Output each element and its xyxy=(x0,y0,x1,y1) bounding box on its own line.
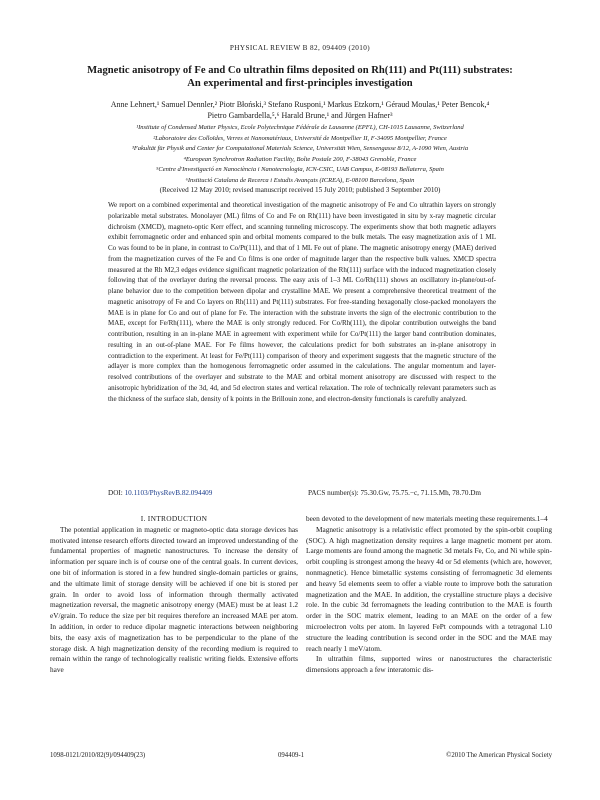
affiliation-6: ⁶Institució Catalana de Recerca i Estudis Avançats (ICREA), E-08100 Barcelona, Spain xyxy=(185,176,415,184)
paper-title xyxy=(52,64,548,90)
doi-pacs-line xyxy=(108,489,498,497)
doi-label: DOI: xyxy=(108,489,123,497)
author-line-2: Pietro Gambardella,⁵,⁶ Harald Brune,¹ and Jürgen Hafner³ xyxy=(207,111,393,120)
title-line-1: Magnetic anisotropy of Fe and Co ultrathin films deposited on Rh(111) and Pt(111) substrates: xyxy=(87,65,513,76)
title-line-2: An experimental and first-principles investigation xyxy=(187,78,413,89)
affiliation-1: ¹Institute of Condensed Matter Physics, Ecole Polytechnique Fédérale de Lausanne (EPFL), CH-1015 Lausanne, Switzerland xyxy=(136,124,464,131)
affiliation-5: ⁵Centre d'Investigació en Nanociència i Nanotecnologia, ICN-CSIC, UAB Campus, E-08193 Bellaterra, Spain xyxy=(156,166,444,173)
paragraph: In ultrathin films, supported wires or nanostructures the characteristic dimensions approach a few interatomic dis- xyxy=(306,654,552,675)
abstract: We report on a combined experimental and theoretical investigation of the magnetic anisotropy of Fe and Co ultrathin layers on strongly polarizable metal substrates. Monolayer (ML) films of Co and Fe on Rh(111) have been investigated in situ by x-ray magnetic circular dichroism (XMCD), magneto-optic Kerr effect, and scanning tunneling microscopy. The experiments show that both magnetic adlayers exhibit ferromagnetic order and enhanced spin and orbital moments compared to the bulk metals. The easy magnetization axis of 1 ML Co was found to be in plane, in contrast to Co/Pt(111), and that of 1 ML Fe out of plane. The magnetic anisotropy energy (MAE) derived from the magnetization curves of the Fe and Co films is one order of magnitude larger than the respective bulk values. XMCD spectra measured at the Rh M2,3 edges evidence significant magnetic polarization of the Rh(111) surface with the induced magnetization closely following that of the overlayer during the reversal process. The easy axis of 1–3 ML Co/Rh(111) shows an oscillatory in-plane/out-of-plane behavior due to the competition between dipolar and crystalline MAE. We present a comprehensive theoretical treatment of the magnetic anisotropy of Fe and Co layers on Rh(111) and Pt(111) substrates. For free-standing hexagonally close-packed monolayers the MAE is in plane for Co and out of plane for Fe. The interaction with the substrate inverts the sign of the electronic contribution to the MAE, except for Fe/Rh(111), where the MAE is only strongly reduced. For Co/Rh(111), the dipolar contribution outweighs the band contribution, resulting in an in-plane MAE in agreement with experiment while for Co/Pt(111) the larger band contribution dominates, resulting in an out-of-plane MAE. For Fe films however, the calculations predict for both substrates an in-plane anisotropy in contradiction to the experiment. At least for Fe/Pt(111) comparison of theory and experiment suggests that the magnetic structure of the adlayer is more complex than the homogenous ferromagnetic order assumed in the calculations. The angular momentum and layer-resolved contributions of the overlayer and substrate to the MAE and orbital moment anisotropy are discussed with respect to the anisotropic hybridization of the 3d, 4d, and 5d electron states and vertical relaxation. The role of technically relevant parameters such as the thickness of the surface slab, density of k points in the Brillouin zone, and electron-density functionals is carefully analyzed. xyxy=(108,201,496,403)
copyright: ©2010 The American Physical Society xyxy=(446,752,552,759)
body-column-left xyxy=(50,514,298,676)
page-number: 094409-1 xyxy=(278,752,305,759)
paragraph: Magnetic anisotropy is a relativistic effect promoted by the spin-orbit coupling (SOC). A high magnetization density requires a large magnetic moment per atom. Large moments are found among the magnetic 3d metals Fe, Co, and Ni while spin-orbit coupling is strongest among the heavy 4d or 5d elements (which are, however, nonmagnetic). Hence bimetallic systems consisting of ferromagnetic 3d elements and heavy 5d elements seem to offer a viable route to improve both the saturation magnetization and the MAE. In addition, the crystalline structure plays a decisive role. In the cubic 3d ferromagnets the leading contribution to the MAE is fourth order in the SOC matrix element, leading to an MAE on the order of a few microelectron volts per atom. In layered FePt compounds with a tetragonal L10 structure the leading contribution is second order in the SOC and the MAE may reach nearly 1 meV/atom. xyxy=(306,524,552,653)
author-line-1: Anne Lehnert,¹ Samuel Dennler,² Piotr Błoński,³ Stefano Rusponi,¹ Markus Etzkorn,¹ Géraud Moulas,¹ Peter Bencok,⁴ xyxy=(110,100,490,109)
footer-code: 1098-0121/2010/82(9)/094409(23) xyxy=(50,752,146,759)
affiliation-list xyxy=(36,123,564,186)
doi-link[interactable]: 10.1103/PhysRevB.82.094409 xyxy=(124,489,213,497)
pacs-numbers: PACS number(s): 75.30.Gw, 75.75.−c, 71.15.Mh, 78.70.Dm xyxy=(308,489,482,497)
affiliation-4: ⁴European Synchrotron Radiation Facility, Boîte Postale 200, F-38043 Grenoble, France xyxy=(183,155,417,163)
running-head: PHYSICAL REVIEW B 82, 094409 (2010) xyxy=(229,44,371,52)
section-heading: I. INTRODUCTION xyxy=(140,514,208,523)
affiliation-2: ²Laboratoire des Colloïdes, Verres et Nanomatériaux, Université de Montpellier II, F-34095 Montpellier, France xyxy=(153,134,447,142)
author-list xyxy=(58,99,542,121)
affiliation-3: ³Fakultät für Physik and Center for Computational Materials Science, Universität Wien, Sensengasse 8/12, A-1090 Wien, Austria xyxy=(131,145,469,152)
paragraph: The potential application in magnetic or magneto-optic data storage devices has motivated intense research efforts directed toward an improved understanding of the fundamental properties of magnetic nanostructures. To increase the density of information per square inch is of course one of the central goals. In current devices, one bit of information is stored in a few hundred single-domain particles or grains, and the ultimate limit of storage density will be achieved if one bit is stored per grain. In order to avoid loss of information through thermally activated magnetization reversal, the magnetic anisotropy energy (MAE) must be at least 1.2 eV/grain. To reduce the size per bit requires therefore an increased MAE per atom. In addition, in order to reduce dipolar magnetic interactions between neighboring bits, the easy axis of magnetization has to be perpendicular to the plane of the storage disk. A high magnetization density of the recording medium is required to remain within the range of technologically realistic writing fields. Extensive efforts have xyxy=(50,524,298,675)
body-column-right xyxy=(306,514,552,676)
paragraph: been devoted to the development of new materials meeting these requirements.1–4 xyxy=(306,514,548,523)
received-dates: (Received 12 May 2010; revised manuscript received 15 July 2010; published 3 September 2010) xyxy=(159,186,441,194)
